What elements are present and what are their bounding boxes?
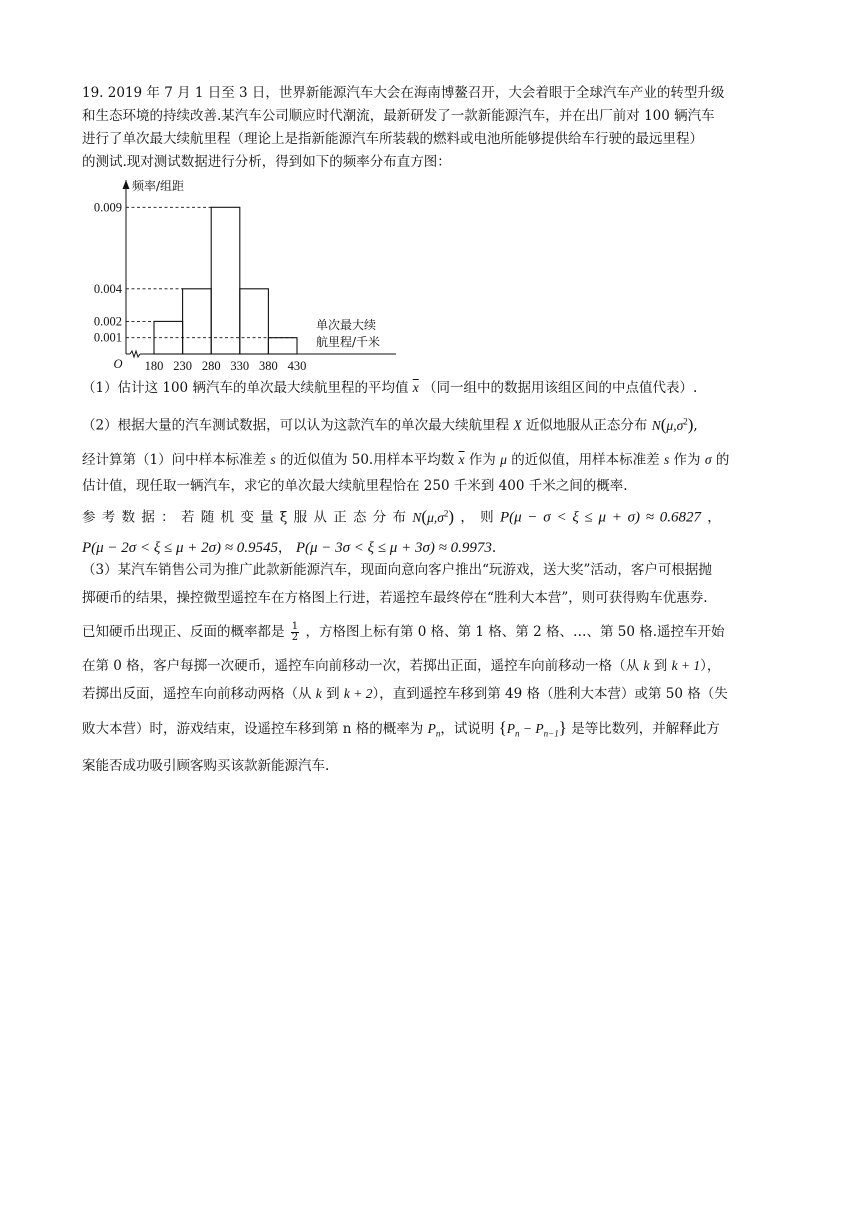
y-tick-label: 0.002 [93,314,122,329]
y-tick-label: 0.004 [93,281,122,296]
intro-line-3: 进行了单次最大续航里程（理论上是指新能源汽车所装载的燃料或电池所能够提供给车行驶的最远里程） [82,131,703,147]
x-tick-label: 230 [173,359,192,372]
x-axis-label: 单次最大续 [316,318,377,332]
part-3: （3）某汽车销售公司为推广此款新能源汽车，现面向意向客户推出“玩游戏，送大奖”活动，客户可根据抛 掷硬币的结果，操控微型遥控车在方格图上行进，若遥控车最终停在“胜利大本营”，则可获得购车优惠券. 已知硬币出现正、反面的概率都是 $\frac{1}{2}$ ，方格图上标有第 0 格、第 1 格、第 2 格、…、第 50 格.遥控车开始 在第 0 格，客户每掷一次硬币，遥控车向前移动一次，若掷出正面，遥控车向前移动一格（从 k 到 k + 1）， 若掷出反面，遥控车向前移动两格（从 k 到 k + 2），直到遥控车移到第 49 格（胜利大本营）或第 50 格（失 败大本营）时，游戏结束，设遥控车移到第 n 格的概率为 $P_n$，试说明 $\{P_n - P_{n-1}\}$ 是等比数列，并解释此方 案能否成功吸引顾客购买该款新能源汽车. [82,556,782,780]
part3-line-7: 案能否成功吸引顾客购买该款新能源汽车. [82,757,330,774]
var-s-2: s [663,451,670,467]
y-axis-label: 频率/组距 [132,179,185,193]
part2-text-d: 的近似值为 50.用样本平均数 [279,451,455,468]
x-axis-label: 航里程/千米 [316,335,381,349]
part2-text-g: 作为 [673,451,701,468]
prob-two-sigma: P(μ − 2σ < ξ ≤ μ + 2σ) ≈ 0.9545 [82,539,279,556]
x-tick-label: 430 [287,359,307,372]
part3-line-3a: 已知硬币出现正、反面的概率都是 [82,624,285,640]
x-axis-break [130,351,140,357]
expr-k-plus-2: k + 2 [343,686,373,701]
frequency-histogram [88,172,418,372]
part2-text-b: 近似地服从正态分布 [525,417,648,434]
part2-text-f: 的近似值，用样本标准差 [511,451,660,468]
var-k: k [643,658,650,673]
chart-bars [154,207,297,354]
x-tick-label: 330 [230,359,250,372]
one-half-fraction: $\frac{1}{2}$ [291,621,299,643]
xbar-symbol-2: $\overline{x}$ [458,451,465,467]
part1-tail: （同一组中的数据用该组区间的中点值代表）. [423,380,698,396]
var-X: X [513,417,522,433]
y-tick-label: 0.001 [93,330,122,345]
prob-one-sigma: P(μ − σ < ξ ≤ μ + σ) ≈ 0.6827 [499,509,701,526]
intro-line-4: 的测试.现对测试数据进行分析，得到如下的频率分布直方图： [82,154,451,170]
var-sigma: σ [704,451,712,467]
reference-data: 参 考 数 据 ： 若 随 机 变 量 ξ 服 从 正 态 分 布 $N(\mu,\sigma^2)$ ， 则 P(μ − σ < ξ ≤ μ + σ) ≈ 0.6827 ， P(μ − 2σ < ξ ≤ μ + 2σ) ≈ 0.9545， P(μ − 3σ < ξ ≤ μ + 3σ) ≈ 0.9973. [82,506,721,556]
ref-normal-expr: $N(\mu,\sigma^2)$ [412,506,455,526]
ref-text-a: 参 考 数 据 ： 若 随 机 变 量 ξ 服 从 正 态 分 布 [82,509,407,526]
ref-text-b: ， 则 [460,509,494,526]
intro-line-2: 和生态环境的持续改善.某汽车公司顺应时代潮流，最新研发了一款新能源汽车，并在出厂前对 100 辆汽车 [82,108,715,124]
xbar-symbol: $\overline{x}$ [412,380,419,395]
origin-label: O [113,357,123,371]
question-intro [82,82,782,174]
histogram-bar [268,338,297,354]
part3-line-6c: 是等比数列，并解释此方 [571,721,720,737]
part2-text-h: 的 [715,451,730,468]
part3-line-4a: 在第 0 格，客户每掷一次硬币，遥控车向前移动一次，若掷出正面，遥控车向前移动一格（从 [82,658,640,674]
part2-text-a: （2）根据大量的汽车测试数据，可以认为这款汽车的单次最大续航里程 [82,417,510,434]
part1-text: （1）估计这 100 辆汽车的单次最大续航里程的平均值 [82,380,409,396]
var-k-2: k [315,686,322,701]
part-2: （2）根据大量的汽车测试数据，可以认为这款汽车的单次最大续航里程 X 近似地服从正态分布 $N(\mu,\sigma^2)$, 经计算第（1）问中样本标准差 s 的近似值为 50.用样本平均数 $\overline{x}$ 作为 μ 的近似值，用样本标准差 s 作为 σ 的 估计值，现任取一辆汽车，求它的单次最大续航里程恰在 250 千米到 400 千米之间的概率. [82,408,782,499]
var-mu: μ [500,451,507,467]
y-tick-label: 0.009 [93,200,122,215]
part3-line-2: 掷硬币的结果，操控微型遥控车在方格图上行进，若遥控车最终停在“胜利大本营”，则可获得购车优惠券. [82,590,708,606]
histogram-bar [211,207,240,354]
part3-line-3b: ，方格图上标有第 0 格、第 1 格、第 2 格、…、第 50 格.遥控车开始 [305,624,725,640]
x-tick-label: 380 [259,359,278,372]
part3-line-6a: 败大本营）时，游戏结束，设遥控车移到第 n 格的概率为 [82,721,424,737]
x-tick-label: 180 [144,359,164,372]
part2-text-c: 经计算第（1）问中样本标准差 [82,451,267,468]
ref-text-c: ， [707,509,721,526]
normal-dist-expr: $N(\mu,\sigma^2)$ [651,414,694,434]
P-n: $P_n$ [427,721,441,739]
x-tick-label: 280 [201,359,221,372]
histogram-bar [183,289,212,354]
intro-line-1: 19. 2019 年 7 月 1 日至 3 日，世界新能源汽车大会在海南博鳌召开，大会着眼于全球汽车产业的转型升级 [82,85,725,101]
var-s: s [270,451,276,467]
part2-text-e: 作为 [468,451,496,468]
prob-three-sigma: P(μ − 3σ < ξ ≤ μ + 3σ) ≈ 0.9973 [295,539,492,556]
expr-k-plus-1: k + 1 [671,658,701,673]
y-axis-arrow [123,180,130,189]
histogram-bar [240,289,269,354]
part-1 [82,376,782,400]
part2-line-3: 估计值，现任取一辆汽车，求它的单次最大续航里程恰在 250 千米到 400 千米之间的概率. [82,477,628,494]
sequence-Pn-diff: $\{P_n - P_{n-1}\}$ [498,718,567,739]
part3-line-5a: 若掷出反面，遥控车向前移动两格（从 [82,686,312,702]
part3-line-1: （3）某汽车销售公司为推广此款新能源汽车，现面向意向客户推出“玩游戏，送大奖”活动，客户可根据抛 [82,562,712,578]
